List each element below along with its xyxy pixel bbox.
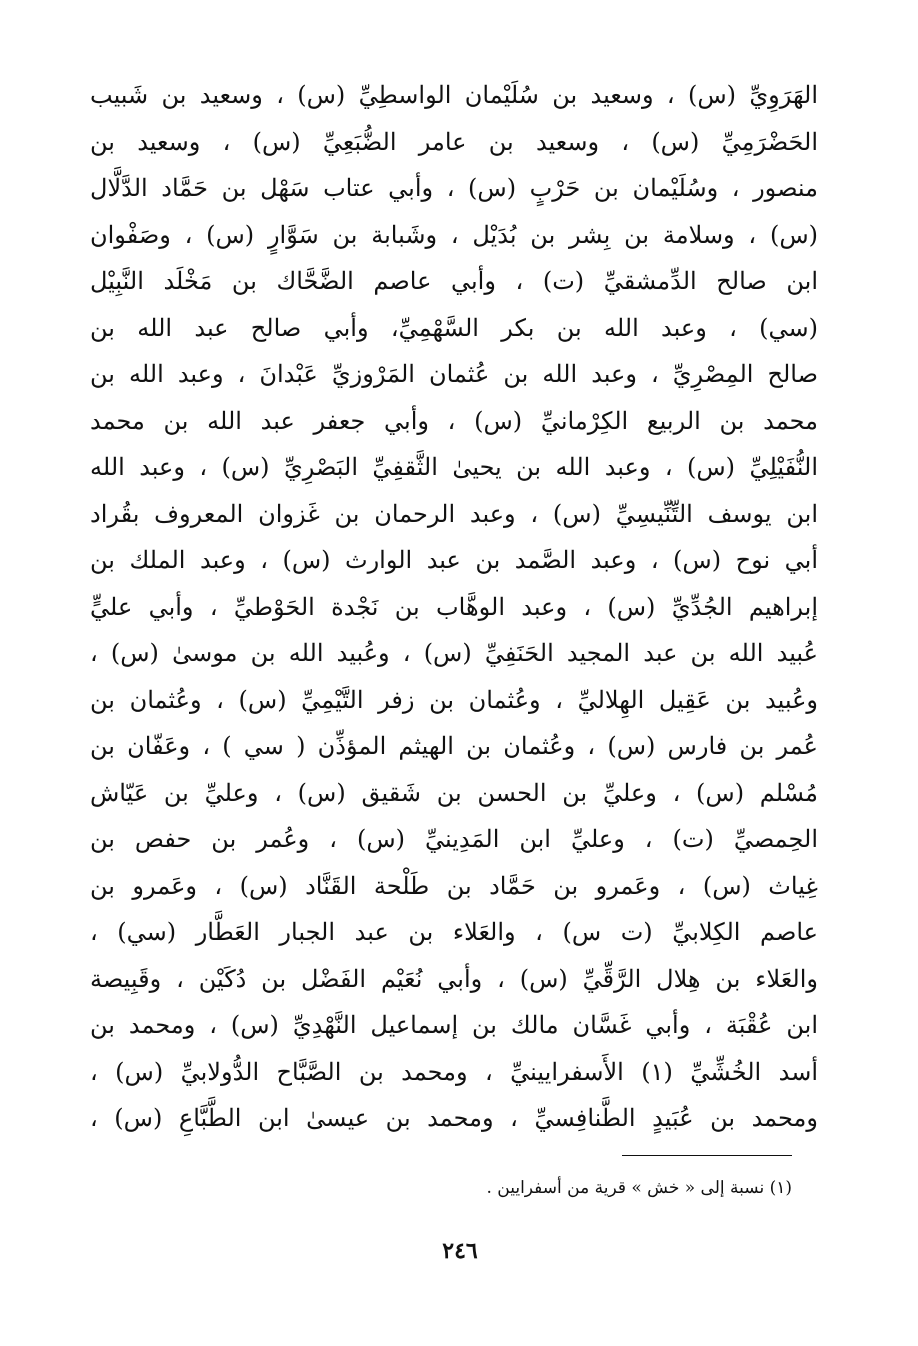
text-line: والعَلاء بن هِلال الرَّقِّيِّ (س) ، وأبي نُعَيْم الفَضْل بن دُكَيْن ، وقَبِيصة: [90, 964, 818, 993]
text-line: ابن يوسف التِّنِّيسِيِّ (س) ، وعبد الرحمان بن غَزوان المعروف بقُراد: [90, 499, 818, 528]
text-line: محمد بن الربيع الكِرْمانيِّ (س) ، وأبي جعفر عبد الله بن محمد: [90, 406, 818, 435]
text-line: النُّفَيْلِيِّ (س) ، وعبد الله بن يحيىٰ الثَّقفِيِّ البَصْرِيِّ (س) ، وعبد الله: [90, 453, 818, 481]
text-line: الحَضْرَمِيِّ (س) ، وسعيد بن عامر الضُّبَعِيِّ (س) ، وسعيد بن: [90, 127, 818, 156]
text-line: منصور ، وسُلَيْمان بن حَرْبٍ (س) ، وأبي عتاب سَهْل بن حَمَّاد الدَّلَّال: [90, 174, 818, 202]
text-line: وعُبيد بن عَقِيل الهِلاليِّ ، وعُثمان بن زفر التَّيْمِيِّ (س) ، وعُثمان بن: [90, 685, 818, 714]
main-text-block: [90, 72, 818, 1142]
text-line: (سي) ، وعبد الله بن بكر السَّهْمِيِّ، وأبي صالح عبد الله بن: [90, 313, 818, 342]
text-line: عُبيد الله بن عبد المجيد الحَنَفِيِّ (س) ، وعُبيد الله بن موسىٰ (س) ،: [90, 639, 818, 667]
text-line: ومحمد بن عُبَيدٍ الطَّنافِسيِّ ، ومحمد بن عيسىٰ ابن الطَّبَّاعِ (س) ،: [90, 1104, 818, 1132]
text-line: الهَرَوِيِّ (س) ، وسعيد بن سُلَيْمان الواسطِيِّ (س) ، وسعيد بن شَبيب: [90, 81, 818, 109]
text-line: ابن عُقْبَة ، وأبي غَسَّان مالك بن إسماعيل النَّهْدِيِّ (س) ، ومحمد بن: [90, 1011, 818, 1039]
footnote: (١) نسبة إلى « خش » قرية من أسفرايين .: [486, 1178, 792, 1198]
text-line: غِياث (س) ، وعَمرو بن حَمَّاد بن طَلْحة القَنَّاد (س) ، وعَمرو بن: [90, 871, 818, 900]
text-line: إبراهيم الجُدِّيِّ (س) ، وعبد الوهَّاب بن نَجْدة الحَوْطيِّ ، وأبي عليٍّ: [90, 592, 818, 621]
text-line: مُسْلم (س) ، وعليِّ بن الحسن بن شَقيق (س) ، وعليِّ بن عَيّاش: [90, 778, 818, 807]
text-line: ابن صالح الدِّمشقيِّ (ت) ، وأبي عاصم الضَّحَّاك بن مَخْلَد النَّبِيْل: [90, 267, 818, 295]
text-line: الحِمصيِّ (ت) ، وعليِّ ابن المَدِينيِّ (س) ، وعُمر بن حفص بن: [90, 825, 818, 853]
text-line: أبي نوح (س) ، وعبد الصَّمد بن عبد الوارث (س) ، وعبد الملك بن: [90, 546, 819, 574]
text-line: عُمر بن فارس (س) ، وعُثمان بن الهيثم المؤذِّن ( سي ) ، وعَفّان بن: [90, 732, 818, 760]
text-line: صالح المِصْرِيِّ ، وعبد الله بن عُثمان المَرْوزيِّ عَبْدانَ ، وعبد الله بن: [90, 360, 818, 388]
footnote-divider: [622, 1155, 792, 1156]
text-line: (س) ، وسلامة بن بِشر بن بُدَيْل ، وشَبابة بن سَوَّارٍ (س) ، وصَفْوان: [90, 220, 818, 249]
page-number: ٢٤٦: [442, 1238, 478, 1264]
text-line: أسد الخُشِّيِّ (١) الأَسفرايينيِّ ، ومحمد بن الصَّبَّاح الدُّولابيِّ (س) ،: [90, 1057, 818, 1086]
text-line: عاصم الكِلابيِّ (ت س) ، والعَلاء بن عبد الجبار العَطَّار (سي) ،: [90, 918, 818, 946]
